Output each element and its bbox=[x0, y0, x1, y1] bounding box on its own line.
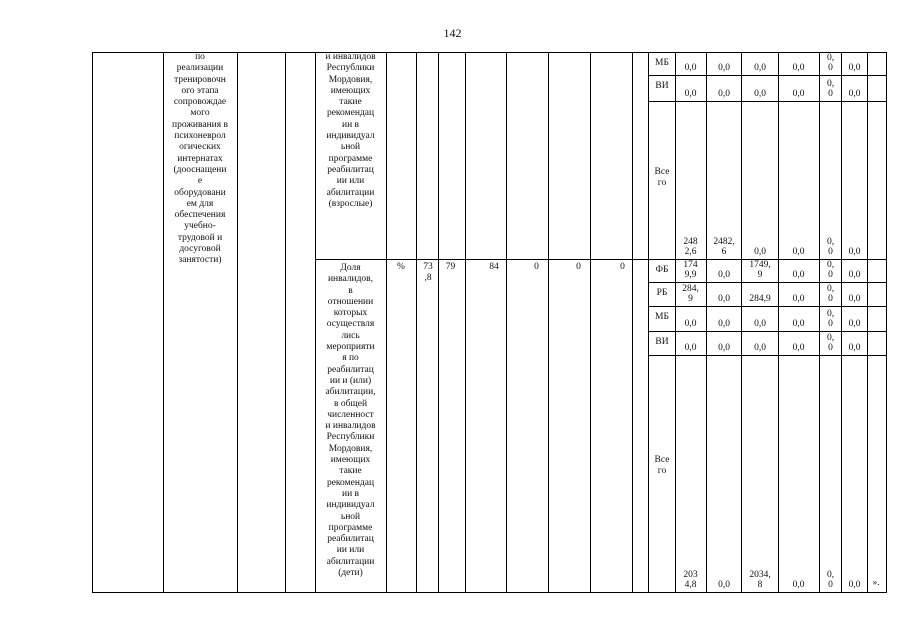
finance-cell: 0,0 bbox=[718, 343, 730, 353]
finance-cell: 0,0 bbox=[718, 580, 730, 590]
finance-cell: 0,0 bbox=[684, 89, 697, 99]
finance-cell: 0, 0 bbox=[826, 79, 835, 99]
finance-cell: 0,0 bbox=[848, 270, 861, 280]
indicator-value-2023: 0 bbox=[576, 262, 581, 272]
finance-cell: 0, 0 bbox=[826, 570, 835, 590]
indicator-row-divider bbox=[315, 259, 648, 260]
finance-cell: 0, 0 bbox=[826, 333, 835, 353]
finance-cell: 0,0 bbox=[792, 343, 805, 353]
finance-cell: 174 9,9 bbox=[683, 260, 698, 280]
finance-cell: 0,0 bbox=[848, 580, 861, 590]
col-line-8 bbox=[465, 52, 466, 593]
finance-row-line-2 bbox=[648, 101, 886, 102]
finance-cell: 0,0 bbox=[792, 247, 805, 257]
finance-cell: 0, 0 bbox=[826, 260, 835, 280]
finance-cell: 0,0 bbox=[792, 270, 805, 280]
finance-cell: 0,0 bbox=[718, 89, 730, 99]
finance-cell: 0,0 bbox=[792, 89, 805, 99]
finance-cell: 0,0 bbox=[754, 247, 766, 257]
col-line-12 bbox=[632, 52, 633, 593]
finance-source-label: ВИ bbox=[655, 337, 669, 347]
finance-cell: 0, 0 bbox=[826, 284, 835, 304]
finance-cell: 0,0 bbox=[718, 319, 730, 329]
indicator-value-2020: 79 bbox=[445, 262, 456, 272]
finance-source-label: Все го bbox=[654, 455, 670, 476]
finance-cell: 0,0 bbox=[848, 319, 861, 329]
indicator-adults-text: и инвалидов Республики Мордовия, имеющих такие рекомендац ии в индивидуал ьной программе реабилитац ии или абилитации (взрослые) bbox=[325, 52, 376, 209]
finance-cell: 0,0 bbox=[718, 294, 730, 304]
finance-row-line-7 bbox=[648, 355, 886, 356]
finance-row-line-6 bbox=[648, 331, 886, 332]
indicator-value-2019: 73 ,8 bbox=[423, 262, 433, 284]
finance-cell: 0,0 bbox=[718, 270, 730, 280]
finance-cell: 0,0 bbox=[848, 247, 861, 257]
col-line-9 bbox=[506, 52, 507, 593]
finance-cell: 0,0 bbox=[848, 343, 861, 353]
col-line-20 bbox=[867, 52, 868, 593]
finance-cell: 0,0 bbox=[684, 63, 697, 73]
closing-quote: ». bbox=[872, 578, 880, 588]
finance-cell: 0,0 bbox=[848, 63, 861, 73]
finance-cell: 0,0 bbox=[754, 319, 766, 329]
col-line-7 bbox=[438, 52, 439, 593]
finance-cell: 0,0 bbox=[792, 294, 805, 304]
finance-cell: 284,9 bbox=[749, 294, 771, 304]
indicator-unit: % bbox=[397, 262, 405, 272]
finance-cell: 0,0 bbox=[792, 580, 805, 590]
table-bottom-border bbox=[92, 592, 886, 593]
finance-cell: 0,0 bbox=[754, 63, 766, 73]
finance-cell: 0,0 bbox=[684, 343, 697, 353]
indicator-value-2024: 0 bbox=[620, 262, 625, 272]
finance-source-label: ВИ bbox=[655, 81, 669, 91]
col-line-21 bbox=[886, 52, 887, 593]
col-line-11 bbox=[590, 52, 591, 593]
finance-row-line-5 bbox=[648, 306, 886, 307]
finance-cell: 0,0 bbox=[848, 89, 861, 99]
finance-cell: 203 4,8 bbox=[683, 570, 698, 590]
finance-cell: 0,0 bbox=[754, 343, 766, 353]
col-line-0 bbox=[92, 52, 93, 593]
finance-cell: 2034, 8 bbox=[749, 570, 771, 590]
finance-cell: 0,0 bbox=[718, 63, 730, 73]
col-line-6 bbox=[416, 52, 417, 593]
indicator-value-2021: 84 bbox=[489, 262, 499, 272]
event-description: по реализации тренировочн ого этапа сопровождае мого проживания в психоневрол огических интернатах (дооснащени е оборудовани ем для обеспечения учебно- трудовой и досуговой занятости) bbox=[172, 52, 228, 266]
indicator-value-2022: 0 bbox=[534, 262, 539, 272]
finance-cell: 0,0 bbox=[792, 319, 805, 329]
finance-cell: 248 2,6 bbox=[683, 237, 698, 257]
col-line-5 bbox=[386, 52, 387, 593]
col-line-10 bbox=[548, 52, 549, 593]
finance-cell: 0, 0 bbox=[826, 53, 835, 73]
indicator-children-text: Доля инвалидов, в отношении которых осуществля лись мероприяти я по реабилитац ии и (или) абилитации, в общей численност и инвалидов Республики Мордовия, имеющих такие рекомендац ии в индивидуал ьной программе реабилитац ии или абилитации (дети) bbox=[325, 263, 376, 579]
finance-cell: 0,0 bbox=[754, 89, 766, 99]
page-number: 142 bbox=[443, 26, 462, 40]
finance-source-label: ФБ bbox=[655, 265, 669, 275]
finance-cell: 2482, 6 bbox=[713, 237, 735, 257]
finance-source-label: МБ bbox=[655, 312, 669, 322]
finance-cell: 0,0 bbox=[684, 319, 697, 329]
col-line-3 bbox=[285, 52, 286, 593]
col-line-2 bbox=[237, 52, 238, 593]
finance-cell: 284, 9 bbox=[682, 284, 699, 304]
finance-source-label: Все го bbox=[654, 167, 670, 188]
finance-source-label: МБ bbox=[655, 58, 669, 68]
finance-cell: 0,0 bbox=[792, 63, 805, 73]
finance-cell: 0, 0 bbox=[826, 309, 835, 329]
finance-cell: 1749, 9 bbox=[749, 260, 771, 280]
finance-cell: 0, 0 bbox=[826, 237, 835, 257]
finance-row-line-1 bbox=[648, 75, 886, 76]
finance-source-label: РБ bbox=[656, 288, 668, 298]
finance-cell: 0,0 bbox=[848, 294, 861, 304]
finance-row-line-4 bbox=[648, 282, 886, 283]
